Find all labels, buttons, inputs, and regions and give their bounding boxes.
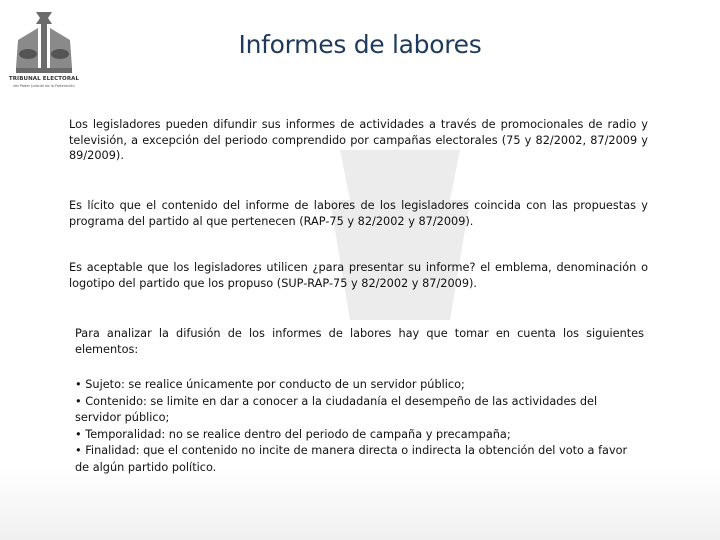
tribunal-logo bbox=[8, 10, 80, 92]
paragraph-content: Es lícito que el contenido del informe de labores de los legisladores coincida con las propuestas y programa del partido al que pertenecen (RAP-75 y 82/2002 y 87/2009). bbox=[69, 199, 648, 228]
page-title: Informes de labores bbox=[238, 30, 482, 59]
list-item: • Contenido: se limite en dar a conocer a la ciudadanía el desempeño de las actividades del servidor público; bbox=[75, 394, 598, 424]
logo-subtitle: del Poder Judicial de la Federación bbox=[13, 84, 75, 88]
paragraph-elements-intro: Para analizar la difusión de los informes de labores hay que tomar en cuenta los siguientes elementos: bbox=[75, 327, 644, 356]
paragraph-emblem: Es aceptable que los legisladores utilicen ¿para presentar su informe? el emblema, denominación o logotipo del partido que los propuso (SUP-RAP-75 y 82/2002 y 87/2009). bbox=[69, 261, 648, 290]
elements-list bbox=[75, 377, 644, 476]
list-item: • Temporalidad: no se realice dentro del periodo de campaña y precampaña; bbox=[75, 427, 511, 441]
paragraph-radio-tv: Los legisladores pueden difundir sus informes de actividades a través de promocionales de radio y televisión, a excepción del periodo comprendido por campañas electorales (75 y 82/2002, 87/2009 y 89/2009). bbox=[69, 118, 648, 162]
logo-name: TRIBUNAL ELECTORAL bbox=[8, 76, 80, 82]
list-item: • Finalidad: que el contenido no incite de manera directa o indirecta la obtención del voto a favor de algún partido político. bbox=[75, 444, 628, 474]
list-item: • Sujeto: se realice únicamente por conducto de un servidor público; bbox=[75, 378, 465, 391]
watermark-emblem bbox=[300, 140, 500, 330]
